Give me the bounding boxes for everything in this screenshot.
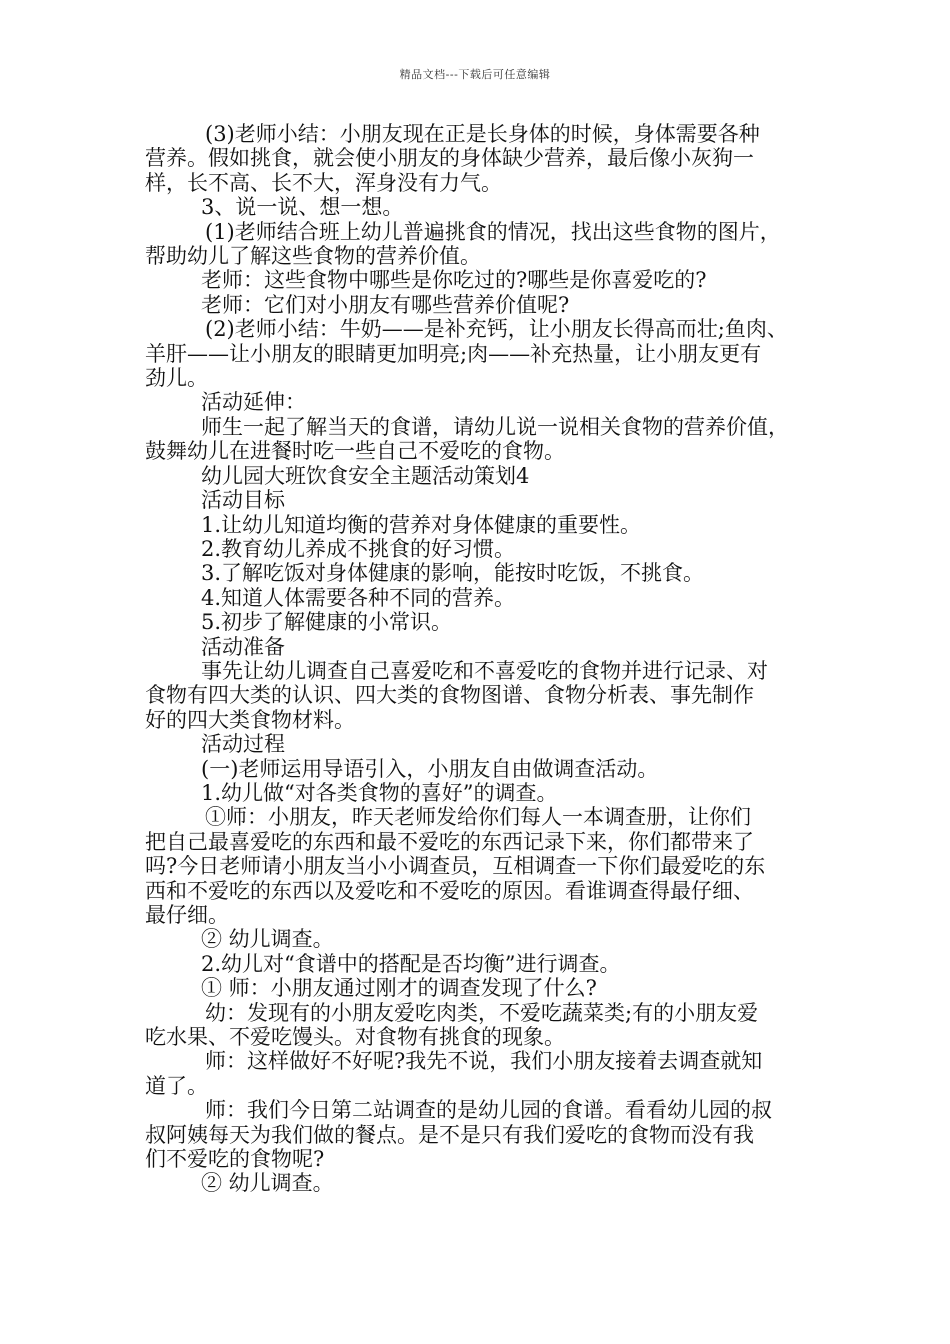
text-line: 幼儿园大班饮食安全主题活动策划4 bbox=[201, 463, 530, 488]
text-line: 事先让幼儿调查自己喜爱吃和不喜爱吃的食物并进行记录、对 bbox=[201, 658, 768, 683]
text-line: 好的四大类食物材料。 bbox=[145, 707, 355, 732]
text-line: 老师：这些食物中哪些是你吃过的?哪些是你喜爱吃的? bbox=[201, 268, 707, 293]
text-line: 们不爱吃的食物呢? bbox=[145, 1147, 325, 1172]
text-line: 吗?今日老师请小朋友当小小调查员，互相调查一下你们最爱吃的东 bbox=[145, 854, 766, 879]
text-line: 3、说一说、想一想。 bbox=[201, 195, 404, 220]
text-line: 2.教育幼儿养成不挑食的好习惯。 bbox=[201, 536, 516, 561]
text-line: 老师：它们对小朋友有哪些营养价值呢? bbox=[201, 292, 570, 317]
text-line: 师生一起了解当天的食谱，请幼儿说一说相关食物的营养价值， bbox=[201, 414, 789, 439]
text-line: 师：我们今日第二站调查的是幼儿园的食谱。看看幼儿园的叔 bbox=[205, 1098, 772, 1123]
text-line: 把自己最喜爱吃的东西和最不爱吃的东西记录下来，你们都带来了 bbox=[145, 829, 754, 854]
text-line: ② 幼儿调查。 bbox=[201, 927, 334, 952]
text-line: 幼：发现有的小朋友爱吃肉类，不爱吃蔬菜类;有的小朋友爱 bbox=[205, 1000, 759, 1025]
text-line: ② 幼儿调查。 bbox=[201, 1171, 334, 1196]
text-line: 劲儿。 bbox=[145, 366, 208, 391]
page-header: 精品文档---下载后可任意编辑 bbox=[399, 68, 551, 81]
text-line: 5.初步了解健康的小常识。 bbox=[201, 610, 453, 635]
text-line: 叔阿姨每天为我们做的餐点。是不是只有我们爱吃的食物而没有我 bbox=[145, 1122, 754, 1147]
text-line: 1.幼儿做“对各类食物的喜好”的调查。 bbox=[201, 780, 558, 805]
text-line: 样，长不高、长不大，浑身没有力气。 bbox=[145, 170, 502, 195]
text-line: 最仔细。 bbox=[145, 903, 229, 927]
text-line: 道了。 bbox=[145, 1073, 208, 1098]
text-line: 活动目标 bbox=[201, 488, 285, 513]
text-line: (2)老师小结：牛奶——是补充钙，让小朋友长得高而壮;鱼肉、 bbox=[205, 317, 788, 342]
text-line: 鼓舞幼儿在进餐时吃一些自己不爱吃的食物。 bbox=[145, 439, 565, 464]
text-line: (1)老师结合班上幼儿普遍挑食的情况，找出这些食物的图片， bbox=[205, 219, 781, 244]
text-line: 活动延伸： bbox=[201, 390, 306, 415]
text-line: 吃水果、不爱吃馒头。对食物有挑食的现象。 bbox=[145, 1025, 565, 1050]
text-line: ① 师：小朋友通过刚才的调查发现了什么? bbox=[201, 976, 597, 1001]
text-line: 西和不爱吃的东西以及爱吃和不爱吃的原因。看谁调查得最仔细、 bbox=[145, 878, 754, 903]
text-line: 活动过程 bbox=[201, 732, 285, 757]
text-line: 羊肝——让小朋友的眼睛更加明亮;肉——补充热量，让小朋友更有 bbox=[145, 341, 762, 366]
text-line: 活动准备 bbox=[201, 634, 285, 659]
text-line: 2.幼儿对“食谱中的搭配是否均衡”进行调查。 bbox=[201, 951, 621, 976]
text-line: 食物有四大类的认识、四大类的食物图谱、食物分析表、事先制作 bbox=[145, 683, 754, 708]
text-line: ①师：小朋友，昨天老师发给你们每人一本调查册，让你们 bbox=[205, 805, 751, 830]
text-line: 师：这样做好不好呢?我先不说，我们小朋友接着去调查就知 bbox=[205, 1049, 763, 1074]
text-line: 3.了解吃饭对身体健康的影响，能按时吃饭，不挑食。 bbox=[201, 561, 705, 586]
text-line: 帮助幼儿了解这些食物的营养价值。 bbox=[145, 244, 481, 269]
document-body bbox=[145, 122, 825, 1196]
text-line: 1.让幼儿知道均衡的营养对身体健康的重要性。 bbox=[201, 512, 642, 537]
text-line: (3)老师小结：小朋友现在正是长身体的时候，身体需要各种 bbox=[205, 122, 760, 146]
text-line: (一)老师运用导语引入，小朋友自由做调查活动。 bbox=[201, 756, 659, 781]
text-line: 4.知道人体需要各种不同的营养。 bbox=[201, 585, 516, 610]
text-line: 营养。假如挑食，就会使小朋友的身体缺少营养，最后像小灰狗一 bbox=[145, 146, 754, 171]
